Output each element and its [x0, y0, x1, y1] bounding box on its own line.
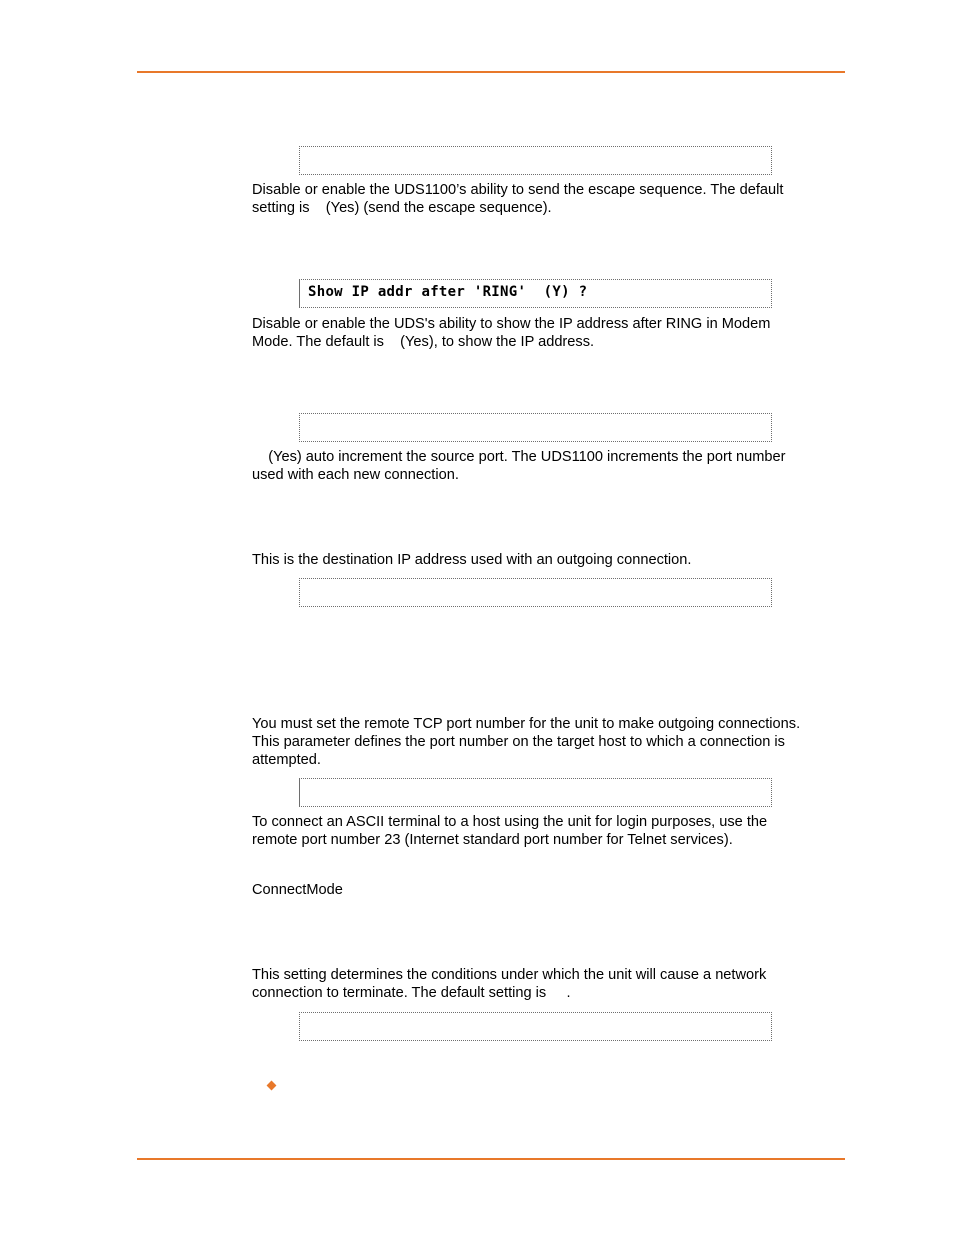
text-line: ConnectMode — [252, 882, 343, 898]
text-line: (Yes) auto increment the source port. The UDS1100 increments the port number — [252, 449, 786, 465]
remote-port-description — [252, 715, 872, 769]
text-line: Disable or enable the UDS's ability to show the IP address after RING in Modem — [252, 316, 771, 332]
text-line: Disable or enable the UDS1100’s ability to send the escape sequence. The default — [252, 182, 784, 198]
show-ip-description — [252, 315, 852, 351]
remote-ip-description — [252, 551, 852, 569]
text-line: This setting determines the conditions under which the unit will cause a network — [252, 967, 767, 983]
text-line: used with each new connection. — [252, 467, 459, 483]
header-rule — [137, 71, 845, 73]
terminal-box-remote-port — [299, 778, 772, 807]
remote-port-telnet-note — [252, 813, 852, 849]
terminal-box-send-escape — [299, 146, 772, 175]
text-line: remote port number 23 (Internet standard port number for Telnet services). — [252, 832, 733, 848]
text-line: attempted. — [252, 752, 321, 768]
footer-rule — [137, 1158, 845, 1160]
terminal-box-show-ip — [299, 279, 772, 308]
text-line: Mode. The default is (Yes), to show the IP address. — [252, 334, 595, 350]
auto-increment-description — [252, 448, 852, 484]
disconnect-mode-description — [252, 966, 852, 1002]
terminal-box-auto-increment — [299, 413, 772, 442]
terminal-box-disconnect-mode — [299, 1012, 772, 1041]
text-line: This parameter defines the port number on the target host to which a connection is — [252, 734, 785, 750]
text-line: You must set the remote TCP port number for the unit to make outgoing connections. — [252, 716, 801, 732]
text-line: To connect an ASCII terminal to a host using the unit for login purposes, use the — [252, 814, 768, 830]
connect-mode-label — [252, 881, 852, 899]
text-line: connection to terminate. The default setting is . — [252, 985, 571, 1001]
diamond-bullet-icon — [267, 1081, 277, 1091]
text-line: This is the destination IP address used with an outgoing connection. — [252, 552, 692, 568]
terminal-box-remote-ip — [299, 578, 772, 607]
send-escape-description — [252, 181, 852, 217]
text-line: setting is (Yes) (send the escape sequence). — [252, 200, 552, 216]
terminal-prompt: Show IP addr after 'RING' (Y) ? — [308, 284, 588, 300]
